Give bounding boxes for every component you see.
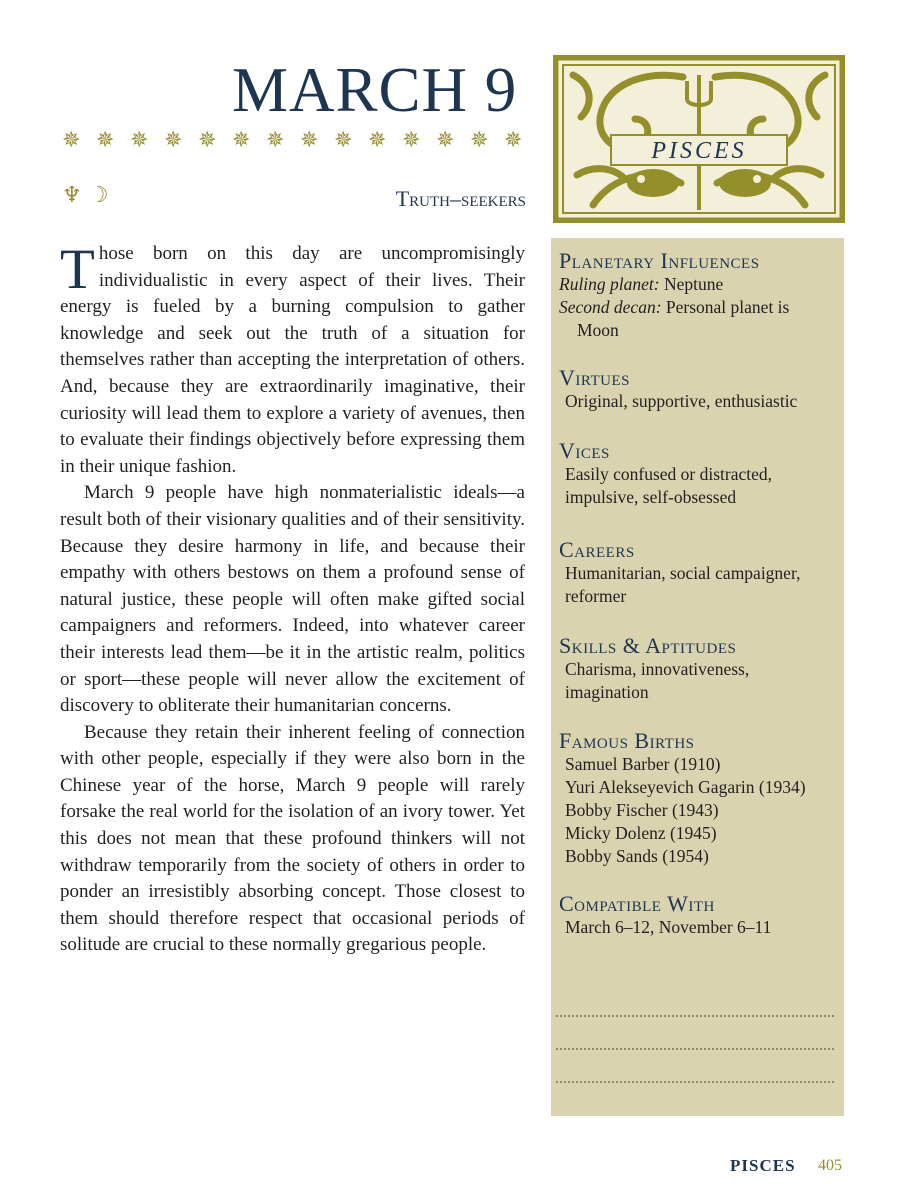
body-text [60, 238, 525, 959]
body-paragraph-2: March 9 people have high nonmaterialistic ideals—a result both of their visionary qualities and of their sensitivity. Because they desire harmony in life, and because their empathy with others bestows on them a profound sense of natural justice, these people will often make gifted social campaigners and reformers. Indeed, into whatever career their interests lead them—be it in the artistic realm, politics or sport—these people will never allow the excitement of discovery to obliterate their humanitarian concerns. [60, 482, 525, 717]
section-heading: Skills & Aptitudes [559, 633, 737, 658]
pisces-fish-illustration [553, 55, 845, 223]
section-heading: Vices [559, 438, 610, 463]
skills-line: imagination [565, 682, 649, 702]
famous-birth-line: Samuel Barber (1910) [565, 754, 721, 774]
section-heading: Famous Births [559, 728, 695, 753]
vices-section [559, 438, 839, 509]
star-ornament-row [62, 127, 530, 153]
note-line [556, 1048, 834, 1050]
section-heading: Virtues [559, 365, 630, 390]
emblem-label: PISCES [651, 138, 747, 164]
star-ornament-icon: ✵ [436, 127, 455, 152]
famous-birth-line: Yuri Alekseyevich Gagarin (1934) [565, 777, 806, 797]
page-subtitle: Truth–seekers [395, 186, 526, 211]
star-ornament-icon: ✵ [470, 127, 489, 152]
famous-birth-line: Micky Dolenz (1945) [565, 823, 717, 843]
info-sidebar [551, 238, 844, 1116]
famous-births-section [559, 728, 839, 868]
vices-line: Easily confused or distracted, [565, 464, 773, 484]
star-ornament-icon: ✵ [402, 127, 421, 152]
star-ornament-icon: ✵ [300, 127, 319, 152]
careers-line: Humanitarian, social campaigner, [565, 563, 801, 583]
careers-line: reformer [565, 586, 627, 606]
famous-birth-line: Bobby Fischer (1943) [565, 800, 719, 820]
skills-line: Charisma, innovativeness, [565, 659, 750, 679]
star-ornament-icon: ✵ [266, 127, 285, 152]
footer-section-title: PISCES [730, 1156, 796, 1175]
star-ornament-icon: ✵ [96, 127, 115, 152]
skills-section [559, 633, 839, 704]
compatible-section [559, 891, 839, 939]
planet-symbols: ♆ ☽ [62, 183, 109, 208]
star-ornament-icon: ✵ [504, 127, 523, 152]
drop-cap: T [60, 238, 95, 301]
star-ornament-icon: ✵ [232, 127, 251, 152]
virtues-section [559, 365, 839, 413]
careers-section [559, 537, 839, 608]
page-title: MARCH 9 [232, 55, 518, 125]
body-paragraph-1: Those born on this day are uncompromisingly individualistic in every aspect of their lives. Their energy is fueled by a burning compulsion to gather knowledge and seek out the truth of a situation for themselves rather than accepting the interpretation of others. And, because they are extraordinarily imaginative, their curiosity will lead them to explore a variety of avenues, then to evaluate their findings objectively before expressing them in their unique fashion. [60, 238, 525, 477]
pisces-emblem [553, 55, 845, 223]
section-heading: Planetary Influences [559, 248, 760, 273]
body-paragraph-3: Because they retain their inherent feeling of connection with other people, especially if they were also born in the Chinese year of the horse, March 9 people will rarely forsake the real world for the isolation of an ivory tower. Yet this does not mean that these profound thinkers will not withdraw temporarily from the society of others in order to ponder an irresistibly absorbing concept. Those closest to them should therefore respect that occasional periods of solitude are crucial to these normally gregarious people. [60, 721, 525, 956]
star-ornament-icon: ✵ [198, 127, 217, 152]
famous-birth-line: Bobby Sands (1954) [565, 846, 709, 866]
note-line [556, 1081, 834, 1083]
vices-line: impulsive, self-obsessed [565, 487, 737, 507]
star-ornament-icon: ✵ [368, 127, 387, 152]
star-ornament-icon: ✵ [164, 127, 183, 152]
compatible-line: March 6–12, November 6–11 [565, 917, 772, 937]
note-line [556, 1015, 834, 1017]
page-number: 405 [818, 1157, 842, 1174]
section-heading: Compatible With [559, 891, 715, 916]
star-ornament-icon: ✵ [130, 127, 149, 152]
section-heading: Careers [559, 537, 635, 562]
star-ornament-icon: ✵ [334, 127, 353, 152]
ruling-planet-line: Ruling planet: Neptune [559, 274, 724, 294]
second-decan-line: Second decan: Personal planet is [559, 297, 790, 317]
star-ornament-icon: ✵ [62, 127, 81, 152]
planetary-influences-section [559, 248, 839, 342]
second-decan-line-2: Moon [577, 320, 619, 340]
virtues-line: Original, supportive, enthusiastic [565, 391, 798, 411]
